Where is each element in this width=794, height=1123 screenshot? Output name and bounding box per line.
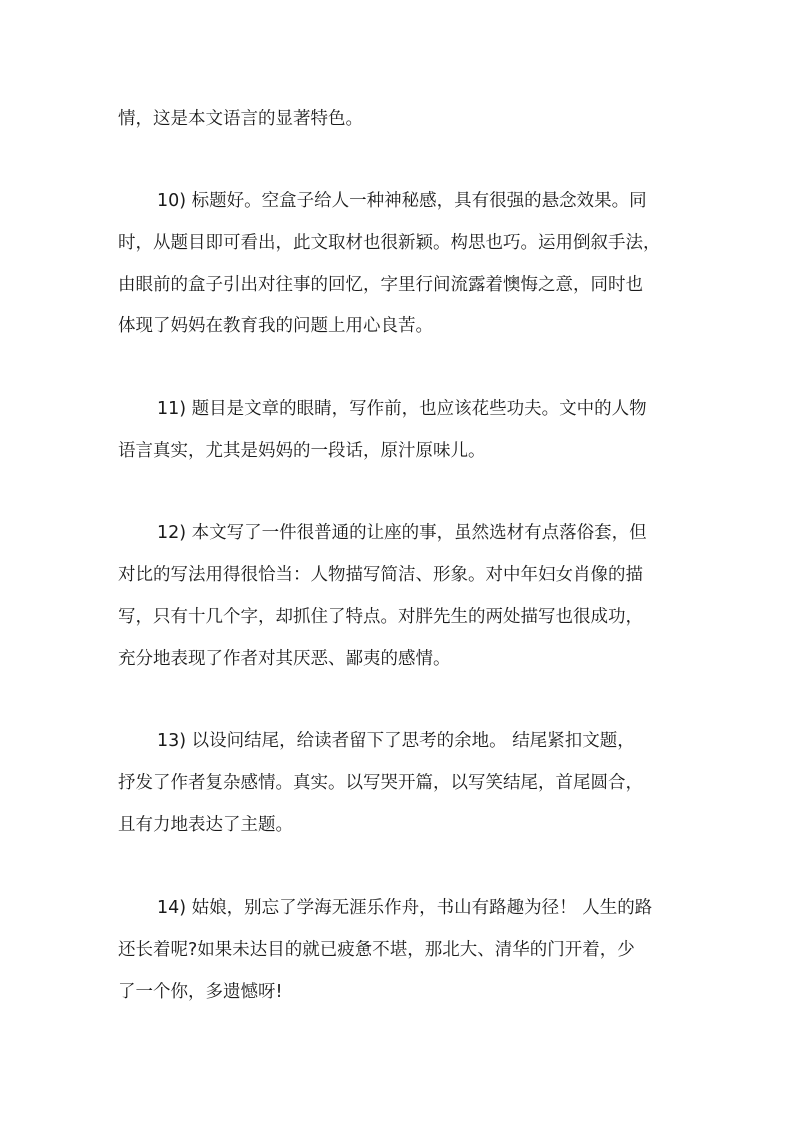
text-line: 对比的写法用得很恰当：人物描写简洁、形象。对中年妇女肖像的描 [118,565,643,585]
paragraph-10-first-line: 10) 标题好。空盒子给人一种神秘感，具有很强的悬念效果。同 [157,191,647,211]
text-line: 由眼前的盒子引出对往事的回忆，字里行间流露着懊悔之意，同时也 [118,275,643,295]
text-line: 体现了妈妈在教育我的问题上用心良苦。 [118,316,433,336]
paragraph-13-first-line: 13) 以设问结尾，给读者留下了思考的余地。 结尾紧扣文题， [157,731,635,751]
text-line: 充分地表现了作者对其厌恶、鄙夷的感情。 [118,649,451,669]
text-line: 抒发了作者复杂感情。真实。以写哭开篇，以写笑结尾，首尾圆合， [118,773,643,793]
text-line: 且有力地表达了主题。 [118,815,293,835]
text-line: 语言真实，尤其是妈妈的一段话，原汁原味儿。 [118,441,486,461]
paragraph-12-first-line: 12) 本文写了一件很普通的让座的事，虽然选材有点落俗套，但 [157,523,647,543]
text-line: 情，这是本文语言的显著特色。 [118,109,363,129]
paragraph-14-first-line: 14) 姑娘，别忘了学海无涯乐作舟，书山有路趣为径！ 人生的路 [157,898,653,918]
text-line: 了一个你，多遗憾呀! [118,982,283,1002]
text-line: 还长着呢?如果未达目的就已疲惫不堪，那北大、清华的门开着，少 [118,940,635,960]
text-line: 写，只有十几个字，却抓住了特点。对胖先生的两处描写也很成功， [118,607,643,627]
text-line: 时，从题目即可看出，此文取材也很新颖。构思也巧。运用倒叙手法， [118,233,661,253]
paragraph-11-first-line: 11) 题目是文章的眼睛，写作前，也应该花些功夫。文中的人物 [157,399,647,419]
